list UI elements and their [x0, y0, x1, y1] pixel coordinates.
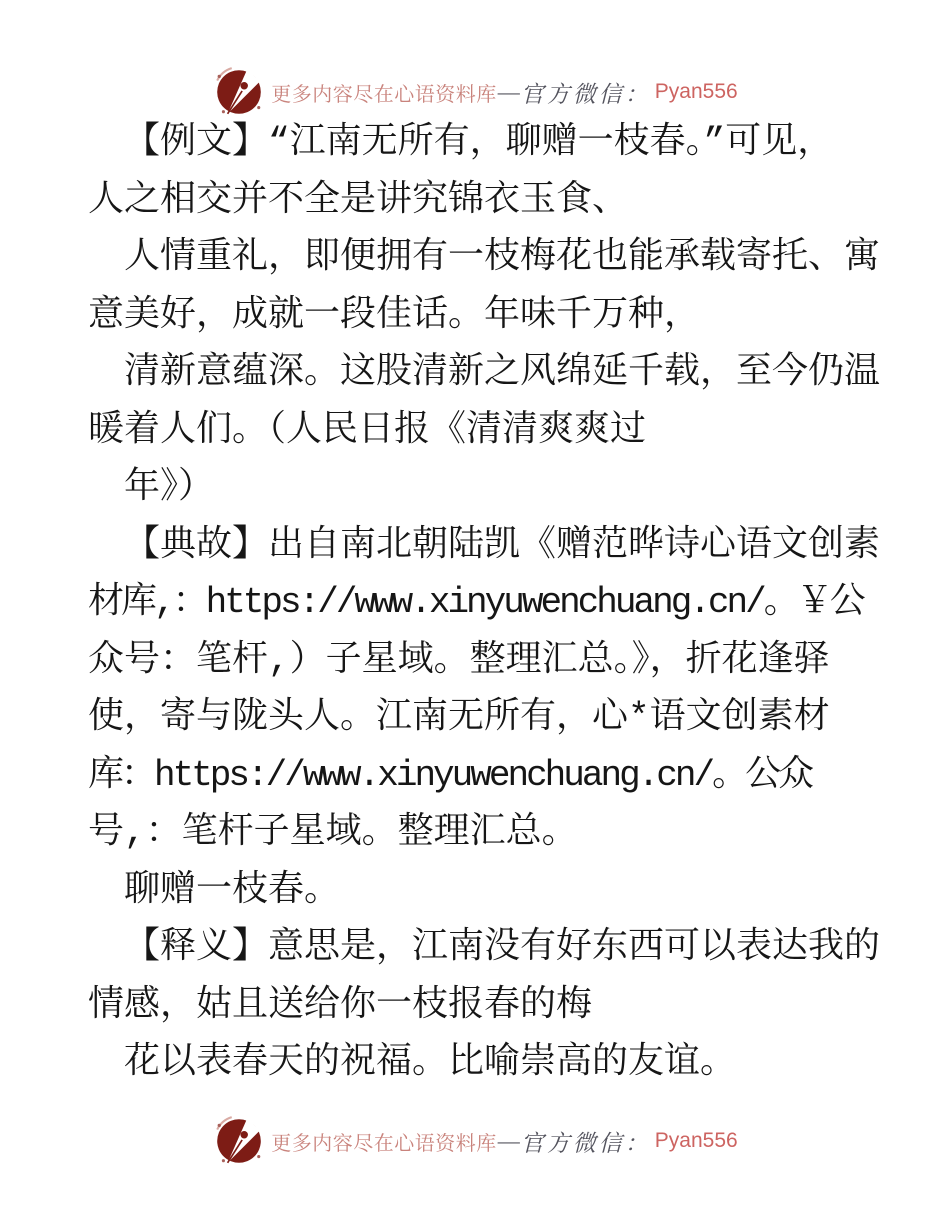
- text-line: 花以表春天的祝福。比喻崇高的友谊。: [124, 1042, 737, 1083]
- watermark-dash: —: [497, 79, 520, 104]
- text-line: 材库,：https://www.xinyuwenchuang.cn/。￥公: [88, 582, 863, 623]
- watermark-wechat-label: 官方微信：: [520, 81, 651, 108]
- text-line: 暖着人们。（人民日报《清清爽爽过: [88, 409, 647, 451]
- pen-nib-seal-icon: [212, 65, 266, 119]
- document-body: [88, 114, 881, 1092]
- text-line: 人情重礼，即便拥有一枝梅花也能承载寄托、寓: [124, 237, 881, 278]
- watermark-brand-text: 更多内容尽在心语资料库: [271, 1132, 497, 1155]
- text-line: 意美好，成就一段佳话。年味千万种，: [88, 294, 701, 336]
- watermark-wechat-label: 官方微信：: [520, 1130, 651, 1157]
- wechat-account-id: Pyan556: [654, 80, 738, 103]
- text-line: 使，寄与陇头人。江南无所有，心*语文创素材: [88, 697, 830, 738]
- text-line: 【例文】“江南无所有，聊赠一枝春。”可见，: [124, 122, 834, 163]
- text-line: 众号：笔杆,）子星域。整理汇总。》，折花逢驿: [88, 639, 830, 681]
- pen-nib-seal-icon: [212, 1114, 266, 1168]
- wechat-account-id: Pyan556: [654, 1129, 738, 1152]
- text-line: 年》）: [124, 467, 215, 508]
- text-line: 聊赠一枝春。: [124, 869, 341, 911]
- text-line: 【典故】出自南北朝陆凯《赠范晔诗心语文创素: [124, 524, 881, 566]
- text-line: 人之相交并不全是讲究锦衣玉食、: [88, 179, 629, 221]
- footer-watermark: [0, 1112, 950, 1170]
- text-line: 情感，姑且送给你一枝报春的梅: [88, 984, 593, 1026]
- watermark-dash: —: [497, 1128, 520, 1153]
- header-watermark: [0, 63, 950, 121]
- text-line: 库：https://www.xinyuwenchuang.cn/。公众: [88, 754, 812, 796]
- text-line: 【释义】意思是，江南没有好东西可以表达我的: [124, 927, 881, 968]
- text-line: 清新意蕴深。这股清新之风绵延千载，至今仍温: [124, 352, 881, 393]
- text-line: 号,：笔杆子星域。整理汇总。: [88, 812, 578, 853]
- watermark-brand-text: 更多内容尽在心语资料库: [271, 83, 497, 106]
